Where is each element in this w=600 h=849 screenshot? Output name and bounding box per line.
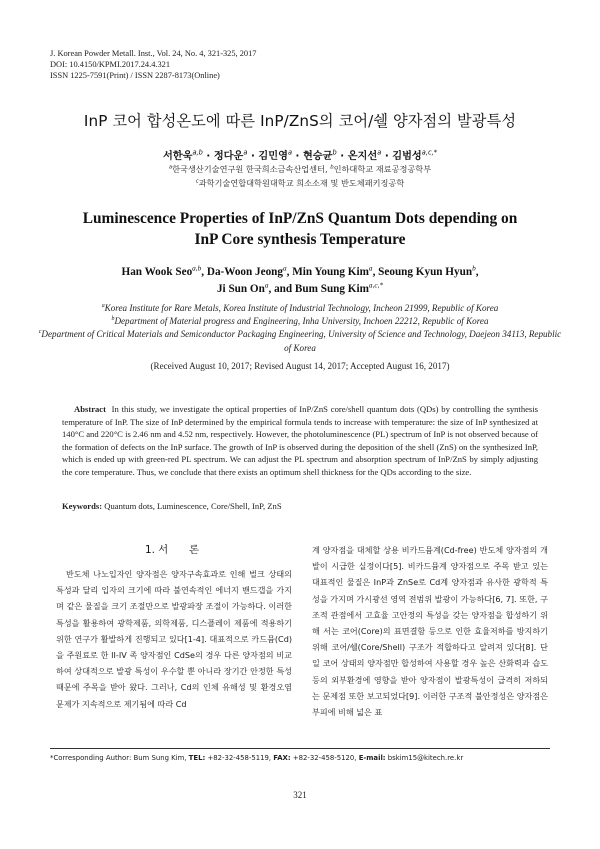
- english-affiliations: $^a$Korea Institute for Rare Metals, Korea Institute of Industrial Technology, Incheon 21999, Republic of Korea $^b$Department of Material progress and Engineering, Inha University, Inchoen 22212, Republic of Korea $^c$Department of Critical Materials and Semiconductor Packaging Engineering, University of Science and Technology, Daejeon 34113, Republic of Korea: [38, 302, 562, 353]
- kr-author: 온지선$^a$: [347, 148, 382, 162]
- journal-issn: ISSN 1225-7591(Print) / ISSN 2287-8173(Online): [50, 71, 220, 80]
- kr-affiliation-b: 인하대학교 재료공정공학부: [333, 164, 432, 174]
- en-affiliation-a: Korea Institute for Rare Metals, Korea Institute of Industrial Technology, Incheon 21999, Republic of Korea: [104, 303, 499, 313]
- kr-author: 서한욱$^{a,b}$: [162, 148, 203, 162]
- kr-affiliation-a: 한국생산기술연구원 한국희소금속산업센터,: [172, 164, 328, 174]
- footnote-divider: [50, 748, 550, 749]
- keywords-label: Keywords:: [62, 501, 103, 511]
- keywords: [62, 501, 282, 511]
- en-author: Bum Sung Kim$^{a,c,*}$: [294, 281, 384, 295]
- korean-authors: 서한욱$^{a,b}$ · 정다운$^a$ · 김민영$^a$ · 현승균$^b$ · 온지선$^a$ · 김범성$^{a,c,*}$: [162, 148, 438, 162]
- keywords-text: Quantum dots, Luminescence, Core/Shell, InP, ZnS: [104, 501, 282, 511]
- abstract-text: In this study, we investigate the optical properties of InP/ZnS core/shell quantum dots (QDs) by controlling the synthesis temperature of InP. The size of InP determined by the empirical formula tends to increase with temperature: the size of InP synthesized at 140°C and 220°C is 2.46 nm and 4.52 nm, respectively. However, the photoluminescence (PL) spectrum of InP is not observed because of the formation of defects on the InP surface. The growth of InP is observed during the deposition of the shell (ZnS) on the synthesized InP, which is ended up with green-red PL spectrum. We can adjust the PL spectrum and absorption spectrum of InP/ZnS by simply adjusting the core temperature. Thus, we conclude that there exists an optimum shell thickness for the QDs according to the size.: [62, 404, 539, 477]
- korean-title: InP 코어 합성온도에 따른 InP/ZnS의 코어/쉘 양자점의 발광특성: [83, 112, 517, 130]
- en-author: Seoung Kyun Hyun$^b$,: [378, 264, 479, 278]
- kr-author: 김범성$^{a,c,*}$: [392, 148, 438, 162]
- en-affiliation-b: Department of Material progress and Engineering, Inha University, Inchoen 22212, Republic of Korea: [114, 316, 489, 327]
- journal-header: [50, 48, 257, 81]
- kr-author: 현승균$^b$: [302, 148, 337, 162]
- korean-affiliations: $^a$한국생산기술연구원 한국희소금속산업센터, $^b$인하대학교 재료공정공학부 $^c$과학기술연합대학원대학교 희소소재 및 반도체패키징공학: [168, 164, 432, 188]
- en-author: Min Young Kim$^a$,: [292, 264, 376, 278]
- en-affiliation-c: Department of Critical Materials and Semiconductor Packaging Engineering, University of Science and Technology, Daejeon 34113, Republic of Korea: [41, 329, 562, 353]
- kr-author: 김민영$^a$: [258, 148, 292, 162]
- abstract-label: Abstract: [74, 404, 106, 414]
- section-heading: 1. 서 론: [144, 544, 200, 556]
- footnote: *Corresponding Author: Bum Sung Kim, TEL: +82-32-458-5119, FAX: +82-32-458-5120, E-mail: bskim15@kitech.re.kr: [50, 754, 464, 762]
- page-number: 321: [293, 790, 307, 800]
- en-author: Da-Woon Jeong$^a$,: [206, 264, 290, 278]
- english-title: Luminescence Properties of InP/ZnS Quantum Dots depending on InP Core synthesis Temperature: [82, 210, 518, 248]
- kr-affiliation-c: 과학기술연합대학원대학교 희소소재 및 반도체패키징공학: [198, 177, 405, 188]
- journal-citation: J. Korean Powder Metall. Inst., Vol. 24, No. 4, 321-325, 2017: [50, 49, 257, 58]
- en-author: Han Wook Seo$^{a,b}$,: [121, 264, 205, 278]
- body-column-left: 반도체 나노입자인 양자점은 양자구속효과로 인해 벌크 상태의 특성과 달리 입자의 크기에 따라 불연속적인 에너지 밴드갭을 가지며 같은 물질을 크기 조절만으로 발광파장 조절이 가능하다. 이러한 특성을 활용하여 광학제품, 의학제품, 디스플레이 제품에 적용하기 위한 연구가 활발하게 진행되고 있다[1-4]. 대표적으로 카드뮴(Cd)을 주원료로 한 II-IV 족 양자점인 CdSe의 경우 다른 양자점의 비교하여 상대적으로 발광 특성이 우수할 뿐 아니라 장기간 안정한 특성 때문에 주목을 받아 왔다. 그러나, Cd의 인체 유해성 및 환경오염 문제가 지속적으로 제기됨에 따라 Cd: [56, 569, 292, 709]
- en-author: Ji Sun On$^a$,: [216, 281, 272, 295]
- english-authors: Han Wook Seo$^{a,b}$, Da-Woon Jeong$^a$, Min Young Kim$^a$, Seoung Kyun Hyun$^b$, Ji Sun On$^a$, and Bum Sung Kim$^{a,c,*}$: [121, 264, 479, 295]
- corresponding-email: bskim15@kitech.re.kr: [387, 754, 464, 762]
- abstract: [62, 403, 538, 478]
- received-dates: (Received August 10, 2017; Revised August 14, 2017; Accepted August 16, 2017): [150, 361, 450, 371]
- kr-author: 정다운$^a$: [213, 148, 248, 162]
- journal-doi: DOI: 10.4150/KPMI.2017.24.4.321: [50, 60, 171, 69]
- body-column-right: 계 양자점을 대체할 상용 비카드뮴계(Cd-free) 반도체 양자점의 개발이 시급한 실정이다[5]. 비카드뮴계 양자점으로 주목 받고 있는 대표적인 물질은 InP과 ZnSe로 Cd계 양자점과 유사한 광학적 특성을 가지며 가시광선 영역 전범위 발광이 가능하다[6, 7]. 또한, 구조적 관점에서 고효율 고안정의 특성을 갖는 양자점을 합성하기 위해 서는 코어(Core)의 표면결함 등으로 인한 효율저하를 방지하기 위해 코어/쉘(Core/Shell) 구조가 적합하다고 알려져 있다[8]. 단일 코어 상태의 양자점만 합성하여 사용할 경우 높은 산화력과 습도 등의 외부환경에 영향을 받아 양자점이 발광특성이 급격히 저하되는 문제점 또한 보고되었다[9]. 이러한 구조적 불안정성은 양자점은 부피에 비해 넓은 표: [312, 545, 548, 718]
